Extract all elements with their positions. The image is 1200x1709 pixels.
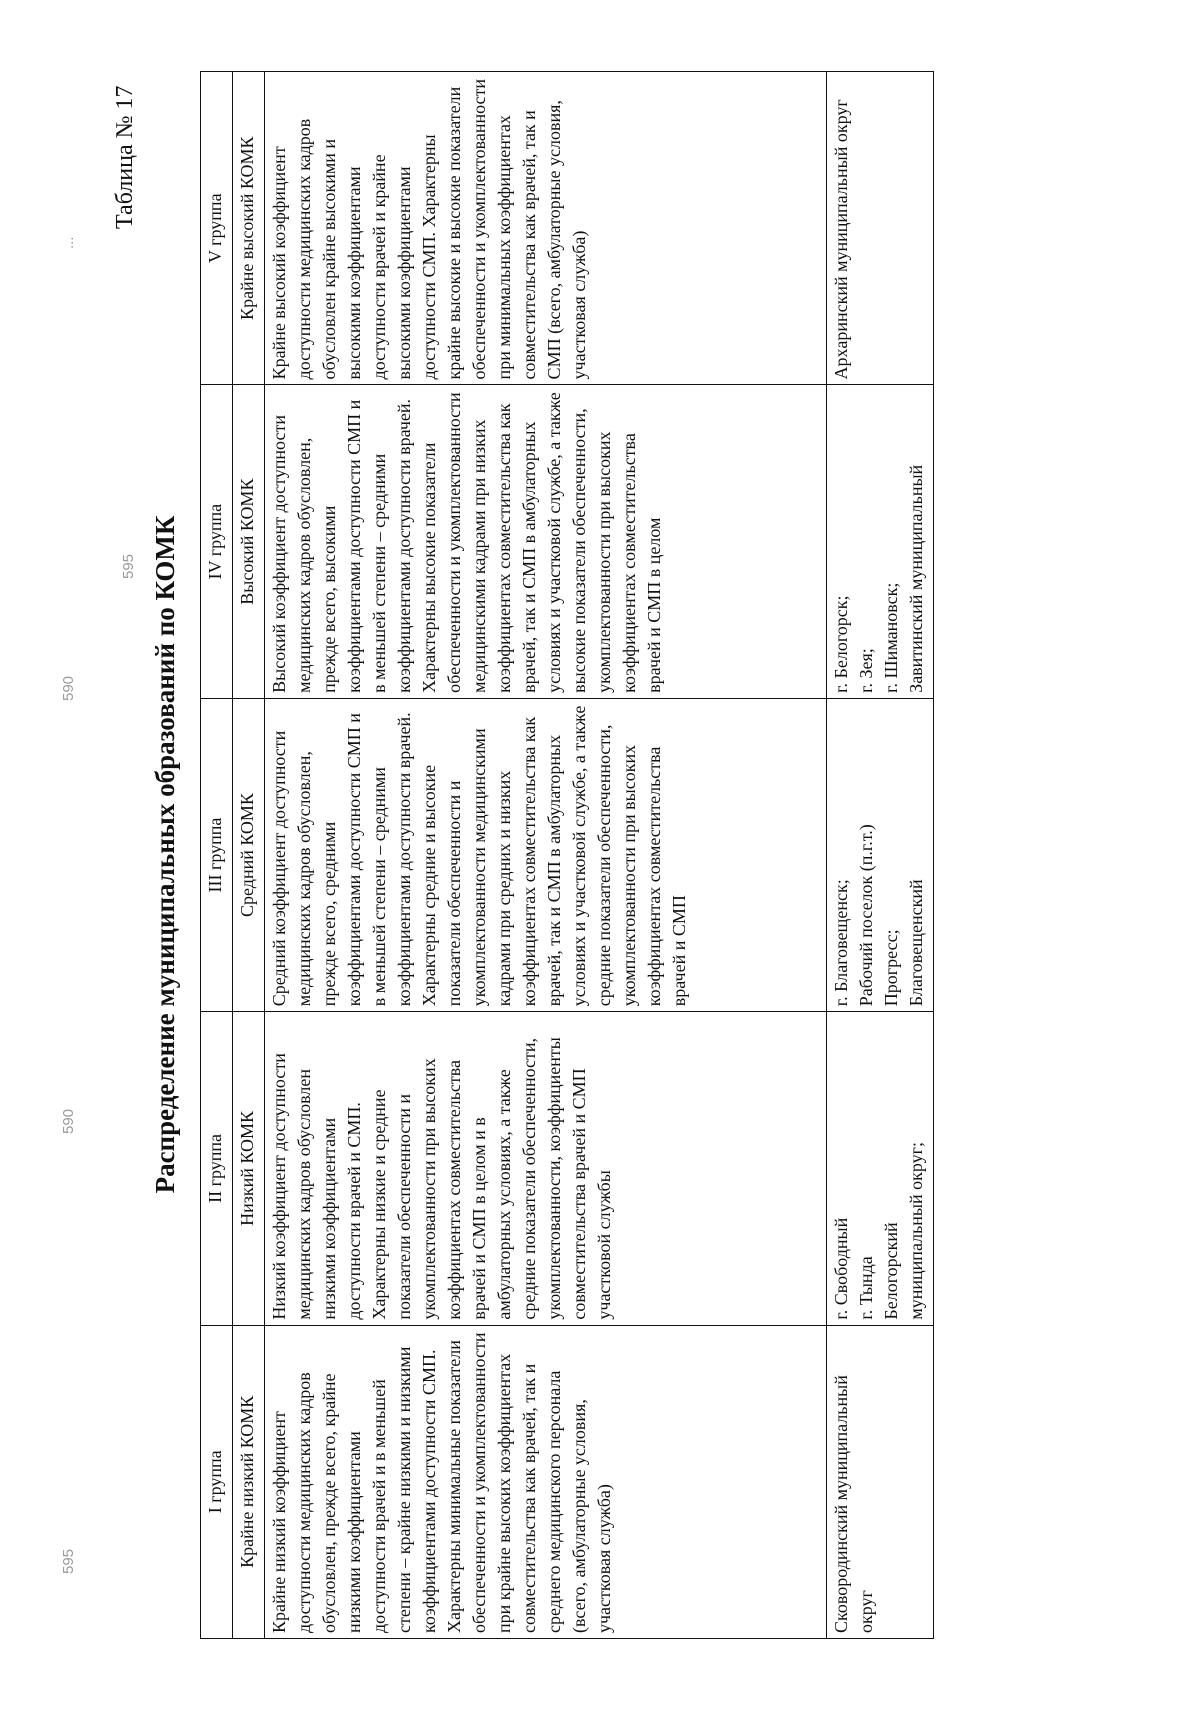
group-description: Крайне низкий коэффициент доступности медицинских кадров обусловлен, прежде всего, крайне низкими коэффициентами доступности врачей и в меньшей степени – крайне низкими и низкими коэффициентами доступности СМП. Характерны минимальные показатели обеспеченности и укомплектованности при крайне высоких коэффициентах совместительства как врачей, так и среднего медицинского персонала (всего, амбулаторные условия, участковая служба): [265, 1325, 827, 1638]
municipality-cell: [827, 1325, 934, 1638]
municipality-name: Сковородинский муниципальный округ: [831, 1375, 876, 1633]
municipality-name: г. Тында: [856, 1256, 876, 1320]
group-description: Низкий коэффициент доступности медицинских кадров обусловлен низкими коэффициентами доступности врачей и СМП. Характерны низкие и средние показатели обеспеченности и укомплектованности при высоких коэффициентах совместительства врачей и СМП в целом и в амбулаторных условиях, а также средние показатели обеспеченности, укомплектованности, коэффициенты совместительства врачей и СМП участковой службы: [265, 1012, 827, 1325]
group-header: I группа: [201, 1325, 233, 1638]
level-header: Крайне высокий КОМК: [233, 72, 265, 385]
municipality-cell: [827, 698, 934, 1011]
municipality-cell: [827, 1012, 934, 1325]
municipality-name: Архаринский муниципальный округ: [831, 99, 851, 380]
page-mark: 590: [60, 1108, 77, 1134]
page-title: Распределение муниципальных образований по КОМК: [150, 515, 180, 1194]
municipality-name: Белогорский: [881, 1222, 901, 1320]
municipality-name: Благовещенский: [906, 879, 926, 1007]
level-header: Средний КОМК: [233, 698, 265, 1011]
municipality-cell: [827, 385, 934, 698]
page-mark: 595: [120, 553, 137, 579]
description-row: [265, 72, 827, 1639]
level-header-row: [233, 72, 265, 1639]
page-mark: 590: [60, 675, 77, 701]
group-header: III группа: [201, 698, 233, 1011]
group-header: V группа: [201, 72, 233, 385]
page-mark: ...: [60, 236, 77, 249]
group-header: II группа: [201, 1012, 233, 1325]
komk-table: [200, 71, 934, 1639]
group-description: Крайне высокий коэффициент доступности медицинских кадров обусловлен крайне высокими и высокими коэффициентами доступности врачей и крайне высокими коэффициентами доступности СМП. Характерны крайне высокие и высокие показатели обеспеченности и укомплектованности при минимальных коэффициентах совместительства как врачей, так и СМП (всего, амбулаторные условия, участковая служба): [265, 72, 827, 385]
municipality-name: Прогресс;: [881, 929, 901, 1007]
municipality-name: г. Зея;: [856, 648, 876, 693]
municipality-name: Рабочий поселок (п.г.т.): [856, 824, 876, 1007]
table-number: Таблица № 17: [112, 85, 138, 229]
municipality-name: г. Белогорск;: [831, 595, 851, 693]
group-description: Высокий коэффициент доступности медицинских кадров обусловлен, прежде всего, высокими коэффициентами доступности СМП и в меньшей степени – средними коэффициентами доступности врачей. Характерны высокие показатели обеспеченности и укомплектованности медицинскими кадрами при низких коэффициентах совместительства как врачей, так и СМП в амбулаторных условиях и участковой службе, а также высокие показатели обеспеченности, укомплектованности при высоких коэффициентах совместительства врачей и СМП в целом: [265, 385, 827, 698]
municipality-name: Завитинский муниципальный: [906, 464, 926, 693]
municipality-name: г. Шимановск;: [881, 582, 901, 693]
municipality-name: г. Благовещенск;: [831, 879, 851, 1007]
page-mark: 595: [60, 1548, 77, 1574]
level-header: Высокий КОМК: [233, 385, 265, 698]
level-header: Низкий КОМК: [233, 1012, 265, 1325]
municipality-cell: [827, 72, 934, 385]
municipality-name: муниципальный округ;: [906, 1141, 926, 1320]
group-header-row: [201, 72, 233, 1639]
group-description: Средний коэффициент доступности медицинских кадров обусловлен, прежде всего, средними коэффициентами доступности СМП и в меньшей степени – средними коэффициентами доступности врачей. Характерны средние и высокие показатели обеспеченности и укомплектованности медицинскими кадрами при средних и низких коэффициентах совместительства как врачей, так и СМП в амбулаторных условиях и участковой службе, а также средние показатели обеспеченности, укомплектованности при высоких коэффициентах совместительства врачей и СМП: [265, 698, 827, 1011]
municipality-name: г. Свободный: [831, 1217, 851, 1320]
level-header: Крайне низкий КОМК: [233, 1325, 265, 1638]
group-header: IV группа: [201, 385, 233, 698]
municipalities-row: [827, 72, 934, 1639]
